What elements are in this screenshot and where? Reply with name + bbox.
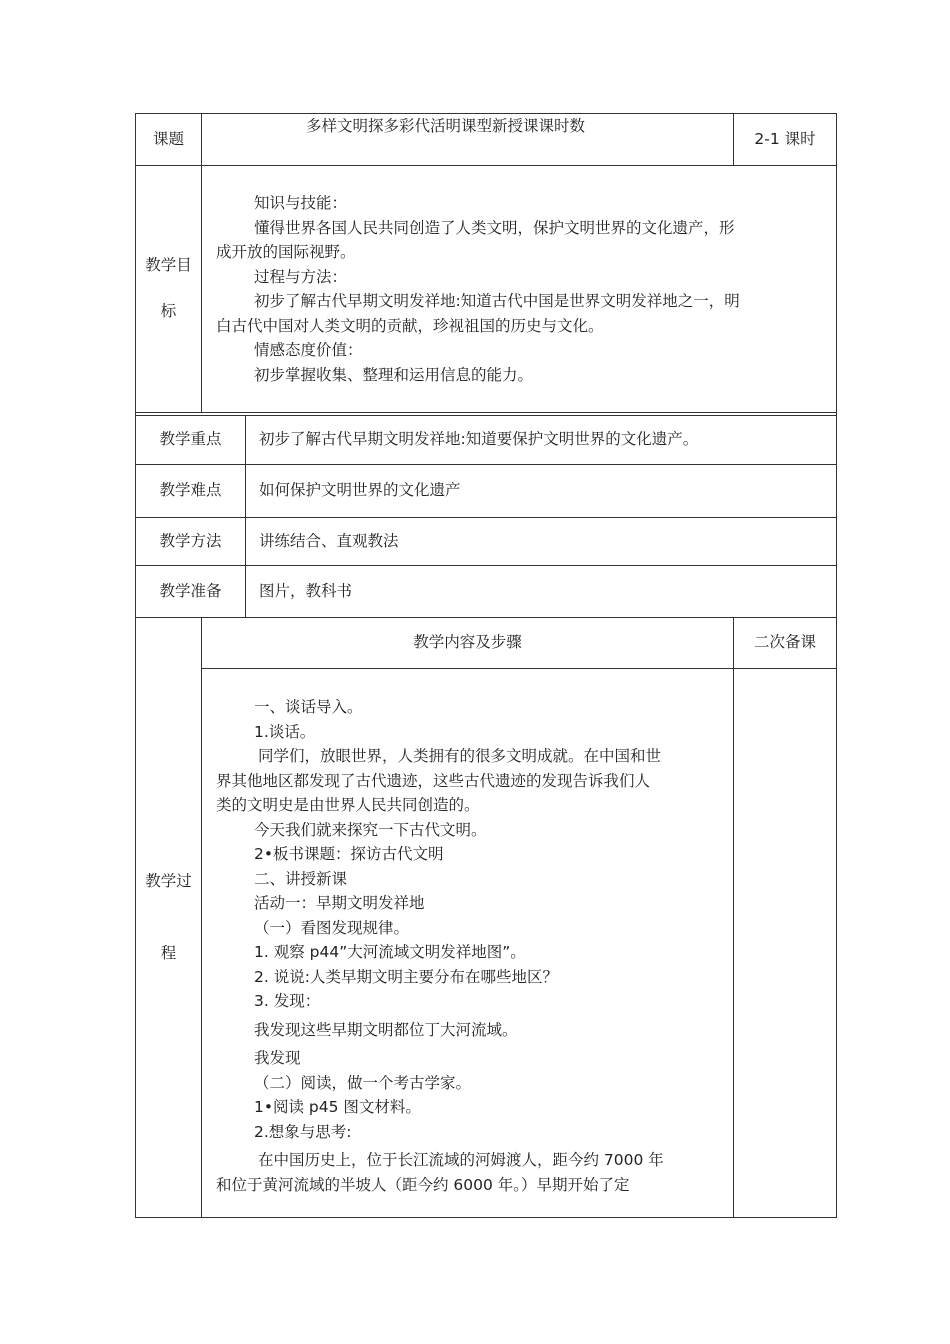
process-line: 1. 观察 p44”大河流域文明发祥地图”。 xyxy=(254,943,526,961)
process-line: （一）看图发现规律。 xyxy=(254,918,410,937)
row-divider xyxy=(135,165,837,166)
process-line: 和位于黄河流域的半坡人（距今约 6000 年。）早期开始了定 xyxy=(216,1175,630,1194)
preparation-label: 教学准备 xyxy=(159,581,222,600)
content-steps-header: 教学内容及步骤 xyxy=(413,633,522,652)
process-line: 二、讲授新课 xyxy=(254,869,348,888)
column-divider xyxy=(245,415,246,618)
table-border-bottom xyxy=(135,1217,837,1218)
process-text xyxy=(216,695,728,1197)
process-line: 一、谈话导入。 xyxy=(254,698,363,716)
topic-value: 多样文明探多彩代活明课型新授课课时数 xyxy=(306,117,586,135)
key-points-label: 教学重点 xyxy=(159,430,222,449)
difficulties-label: 教学难点 xyxy=(159,481,222,500)
process-line: 2•板书课题：探访古代文明 xyxy=(254,845,444,863)
process-line: 1•阅读 p45 图文材料。 xyxy=(254,1098,421,1116)
process-line: 活动一：早期文明发祥地 xyxy=(254,894,425,912)
class-hours: 2-1 课时 xyxy=(754,129,816,148)
objectives-label xyxy=(136,166,201,412)
objectives-label-line2: 标 xyxy=(160,302,177,320)
process-line: 2.想象与思考: xyxy=(254,1122,352,1141)
column-divider xyxy=(201,113,202,413)
methods-value: 讲练结合、直观教法 xyxy=(259,532,399,550)
second-prep-header: 二次备课 xyxy=(753,633,816,652)
objectives-line: 情感态度价值： xyxy=(254,341,363,359)
process-line: 类的文明史是由世界人民共同创造的。 xyxy=(216,796,480,814)
preparation-value: 图片，教科书 xyxy=(259,582,353,600)
table-border-right xyxy=(836,113,837,1218)
process-line: 界其他地区都发现了古代遗迹，这些古代遗迹的发现告诉我们人 xyxy=(216,771,651,790)
process-line: 1.谈话。 xyxy=(254,722,316,741)
process-line: 我发现这些早期文明都位丁大河流域。 xyxy=(254,1020,518,1039)
process-line: 3. 发现： xyxy=(254,992,321,1010)
row-divider xyxy=(135,412,837,413)
column-divider xyxy=(201,617,202,1218)
process-line: 同学们，放眼世界，人类拥有的很多文明成就。在中国和世 xyxy=(258,747,662,765)
objectives-label-line1: 教学目 xyxy=(145,256,192,275)
process-label-line1: 教学过 xyxy=(145,871,192,890)
objectives-text xyxy=(216,191,828,387)
table-border-top xyxy=(135,113,837,114)
methods-label: 教学方法 xyxy=(159,531,222,550)
process-line: 2. 说说:人类早期文明主要分布在哪些地区？ xyxy=(254,967,558,986)
process-label-line2: 程 xyxy=(160,943,177,962)
difficulties-value: 如何保护文明世界的文化遗产 xyxy=(259,481,461,499)
objectives-line: 初步掌握收集、整理和运用信息的能力。 xyxy=(254,365,534,384)
objectives-line: 初步了解古代早期文明发祥地:知道古代中国是世界文明发祥地之一，明 xyxy=(254,292,740,310)
process-line: 在中国历史上，位于长江流域的河姆渡人，距今约 7000 年 xyxy=(258,1151,664,1169)
row-divider xyxy=(201,668,837,669)
process-line: 今天我们就来探究一下古代文明。 xyxy=(254,820,487,839)
objectives-line: 白古代中国对人类文明的贡献，珍视祖国的历史与文化。 xyxy=(216,316,604,335)
objectives-line: 懂得世界各国人民共同创造了人类文明，保护文明世界的文化遗产，形 xyxy=(254,218,735,237)
objectives-line: 过程与方法： xyxy=(254,267,348,286)
process-line: （二）阅读，做一个考古学家。 xyxy=(254,1073,472,1092)
column-divider xyxy=(733,617,734,1218)
process-line: 我发现 xyxy=(254,1049,301,1067)
objectives-line: 知识与技能： xyxy=(254,194,348,212)
key-points-value: 初步了解古代早期文明发祥地:知道要保护文明世界的文化遗产。 xyxy=(259,430,699,448)
process-label xyxy=(136,618,201,1217)
topic-label: 课题 xyxy=(152,129,184,148)
objectives-line: 成开放的国际视野。 xyxy=(216,243,356,261)
